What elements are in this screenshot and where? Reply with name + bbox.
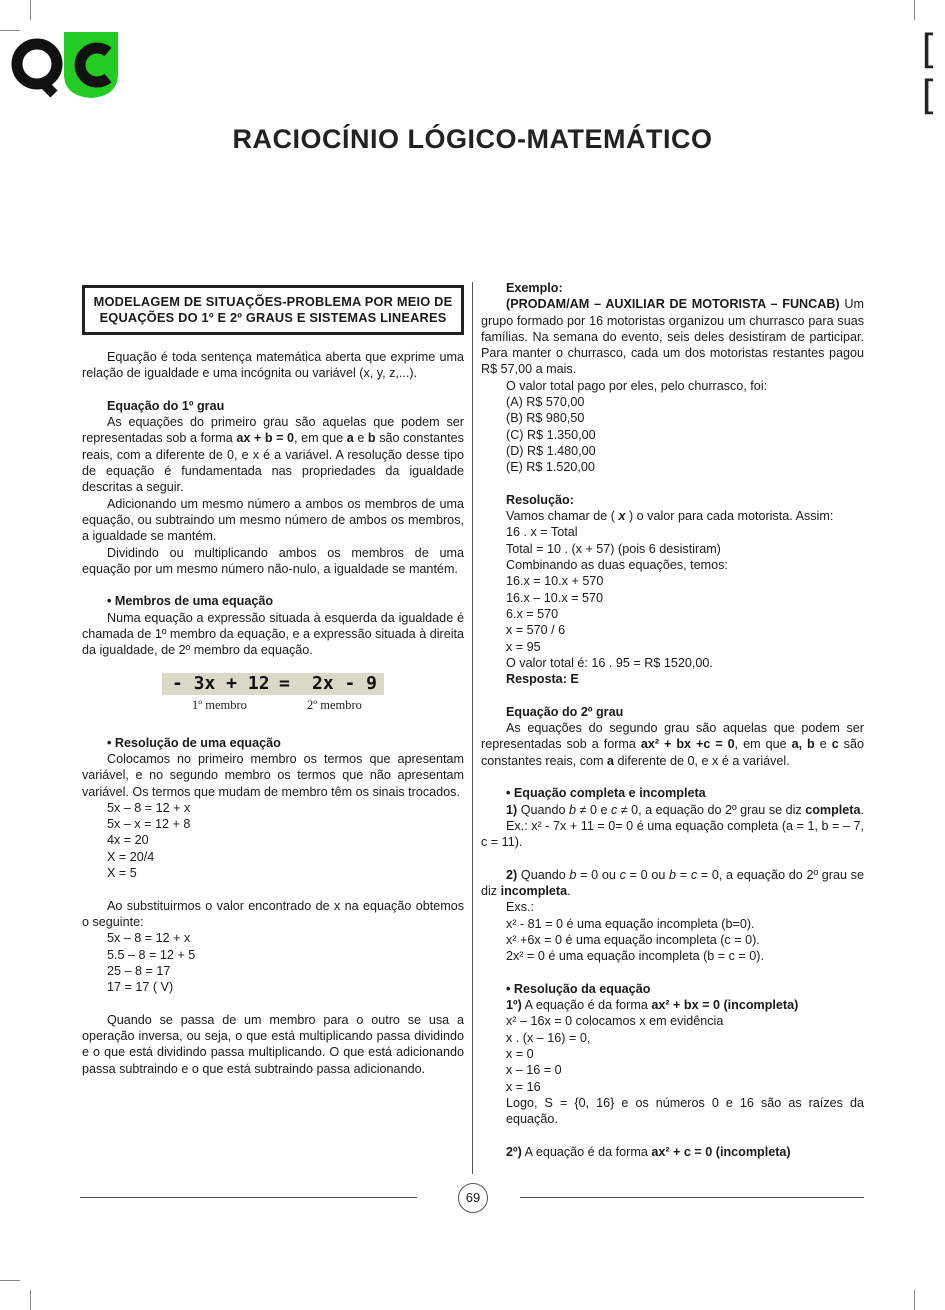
- footer-rule-left: [80, 1197, 417, 1198]
- incomplete-example: x² - 81 = 0 é uma equação incompleta (b=0).: [506, 916, 755, 931]
- case-1-line: x² – 16x = 0 colocamos x em evidência: [506, 1014, 724, 1029]
- resolution-line: x = 570 / 6: [506, 623, 566, 638]
- option-a: (A) R$ 570,00: [506, 395, 585, 410]
- case-1-line: x – 16 = 0: [506, 1063, 562, 1078]
- paragraph-first-degree: As equações do primeiro grau são aquelas que podem ser representadas sob a forma ax + b = 0, em que a e b são constantes reais, com a diferente de 0, e x é a variável. A resolução desse tipo de equação é fundamentada nas propriedades da igualdade descritas a seguir.: [82, 415, 464, 495]
- heading-second-degree: Equação do 2º grau: [506, 704, 624, 719]
- complete-example: Ex.: x² - 7x + 11 = 0= 0 é uma equação completa (a = 1, b = – 7, c = 11).: [481, 818, 864, 850]
- footer-rule-right: [520, 1197, 864, 1198]
- qc-logo: [10, 30, 120, 100]
- step-line: X = 20/4: [107, 849, 155, 864]
- resolution-line: 6.x = 570: [506, 606, 559, 621]
- paragraph-division: Dividindo ou multiplicando ambos os membros de uma equação por um mesmo número não-nulo, a igualdade se mantém.: [82, 545, 464, 576]
- resolution-line: 16.x – 10.x = 570: [506, 590, 603, 605]
- crop-mark: [0, 1280, 20, 1281]
- crop-mark: [914, 1290, 915, 1310]
- option-c: (C) R$ 1.350,00: [506, 427, 596, 442]
- check-line: 17 = 17 ( V): [107, 980, 174, 995]
- incomplete-condition: 2) Quando b = 0 ou c = 0 ou b = c = 0, a equação do 2º grau se diz incompleta.: [481, 867, 864, 898]
- resolution-label: Resolução:: [506, 492, 574, 507]
- crop-mark: [30, 0, 31, 20]
- equation-right-side: 2x - 9: [312, 672, 378, 694]
- step-line: X = 5: [107, 866, 137, 881]
- heading-complete-incomplete: • Equação completa e incompleta: [506, 786, 706, 801]
- equation-left-side: - 3x + 12: [172, 672, 270, 694]
- incomplete-example: x² +6x = 0 é uma equação incompleta (c = 0).: [506, 932, 760, 947]
- resolution-line: 16 . x = Total: [506, 525, 578, 540]
- paragraph-second-degree: As equações do segundo grau são aquelas que podem ser representadas sob a forma ax² + bx +c = 0, em que a, b e c são constantes reais, com a diferente de 0, e x é a variável.: [481, 721, 864, 768]
- resolution-line: x = 95: [506, 639, 541, 654]
- heading-first-degree: Equação do 1º grau: [107, 398, 225, 413]
- crop-mark: [914, 0, 915, 20]
- heading-members: • Membros de uma equação: [107, 594, 274, 609]
- heading-resolution: • Resolução de uma equação: [107, 735, 281, 750]
- resolution-intro: Vamos chamar de ( x ) o valor para cada motorista. Assim:: [506, 509, 834, 524]
- resolution-case-2: 2º) A equação é da forma ax² + c = 0 (incompleta): [506, 1144, 791, 1159]
- example-label: Exemplo:: [506, 281, 563, 295]
- resolution-case-1: 1º) A equação é da forma ax² + bx = 0 (incompleta): [506, 998, 799, 1013]
- equation-figure: [162, 673, 384, 721]
- heading-equation-resolution: • Resolução da equação: [506, 981, 651, 996]
- right-column: [481, 280, 864, 1160]
- crop-mark: [30, 1290, 31, 1310]
- step-line: 5x – x = 12 + 8: [107, 817, 191, 832]
- page-title: RACIOCÍNIO LÓGICO-MATEMÁTICO: [232, 124, 713, 154]
- equation-equals: =: [279, 672, 290, 694]
- case-1-line: x = 16: [506, 1079, 541, 1094]
- resolution-line: Combinando as duas equações, temos:: [506, 558, 728, 573]
- left-column: [82, 285, 464, 1077]
- paragraph-addition: Adicionando um mesmo número a ambos os membros de uma equação, ou subtraindo um mesmo número de ambos os membros, a igualdade se mantém.: [82, 496, 464, 544]
- intro-paragraph: Equação é toda sentença matemática aberta que exprime uma relação de igualdade e uma incógnita ou variável (x, y, z,...).: [82, 350, 464, 381]
- column-divider: [472, 282, 473, 1174]
- check-line: 5x – 8 = 12 + x: [107, 931, 191, 946]
- option-d: (D) R$ 1.480,00: [506, 443, 596, 458]
- resolution-line: 16.x = 10.x + 570: [506, 574, 604, 589]
- incomplete-example: 2x² = 0 é uma equação incompleta (b = c = 0).: [506, 949, 764, 964]
- resolution-line: O valor total é: 16 . 95 = R$ 1520,00.: [506, 655, 713, 670]
- option-b: (B) R$ 980,50: [506, 411, 585, 426]
- complete-condition: 1) Quando b ≠ 0 e c ≠ 0, a equação do 2º grau se diz completa.: [506, 802, 865, 817]
- paragraph-substitution: Ao substituirmos o valor encontrado de x na equação obtemos o seguinte:: [82, 898, 464, 929]
- example-question: O valor total pago por eles, pelo churrasco, foi:: [506, 378, 768, 393]
- step-line: 5x – 8 = 12 + x: [107, 800, 191, 815]
- section-box: MODELAGEM DE SITUAÇÕES-PROBLEMA POR MEIO DE EQUAÇÕES DO 1º E 2º GRAUS E SISTEMAS LINEARES: [82, 285, 464, 335]
- page-number: 69: [458, 1183, 488, 1213]
- examples-label: Exs.:: [506, 900, 534, 915]
- option-e: (E) R$ 1.520,00: [506, 460, 595, 475]
- case-1-line: Logo, S = {0, 16} e os números 0 e 16 são as raízes da equação.: [506, 1095, 864, 1127]
- check-line: 5.5 – 8 = 12 + 5: [107, 947, 196, 962]
- bracket-mark: [: [921, 27, 937, 73]
- first-member-label: 1º membro: [192, 697, 247, 712]
- bracket-mark: [: [921, 73, 937, 119]
- paragraph-members: Numa equação a expressão situada à esquerda da igualdade é chamada de 1º membro da equação, e a expressão situada à direita da igualdade, de 2º membro da equação.: [82, 610, 464, 658]
- example-statement: (PRODAM/AM – AUXILIAR DE MOTORISTA – FUNCAB) Um grupo formado por 16 motoristas organizou um churrasco para suas famílias. Na semana do evento, seis deles desistiram de participar. Para manter o churrasco, cada um dos motoristas restantes pagou R$ 57,00 a mais.: [481, 297, 864, 377]
- resolution-line: Total = 10 . (x + 57) (pois 6 desistiram): [506, 541, 721, 556]
- paragraph-inverse-operation: Quando se passa de um membro para o outro se usa a operação inversa, ou seja, o que está multiplicando passa dividindo e o que está dividindo passa multiplicando. O que está adicionando passa subtraindo e o que está subtraindo passa adicionando.: [82, 1012, 464, 1076]
- answer-line: Resposta: E: [506, 672, 579, 687]
- second-member-label: 2º membro: [307, 697, 362, 712]
- paragraph-resolution: Colocamos no primeiro membro os termos que apresentam variável, e no segundo membro os termos que não apresentam variável. Os termos que mudam de membro têm os sinais trocados.: [82, 751, 464, 799]
- case-1-line: x . (x – 16) = 0,: [506, 1030, 591, 1045]
- case-1-line: x = 0: [506, 1046, 534, 1061]
- step-line: 4x = 20: [107, 833, 149, 848]
- check-line: 25 – 8 = 17: [107, 963, 171, 978]
